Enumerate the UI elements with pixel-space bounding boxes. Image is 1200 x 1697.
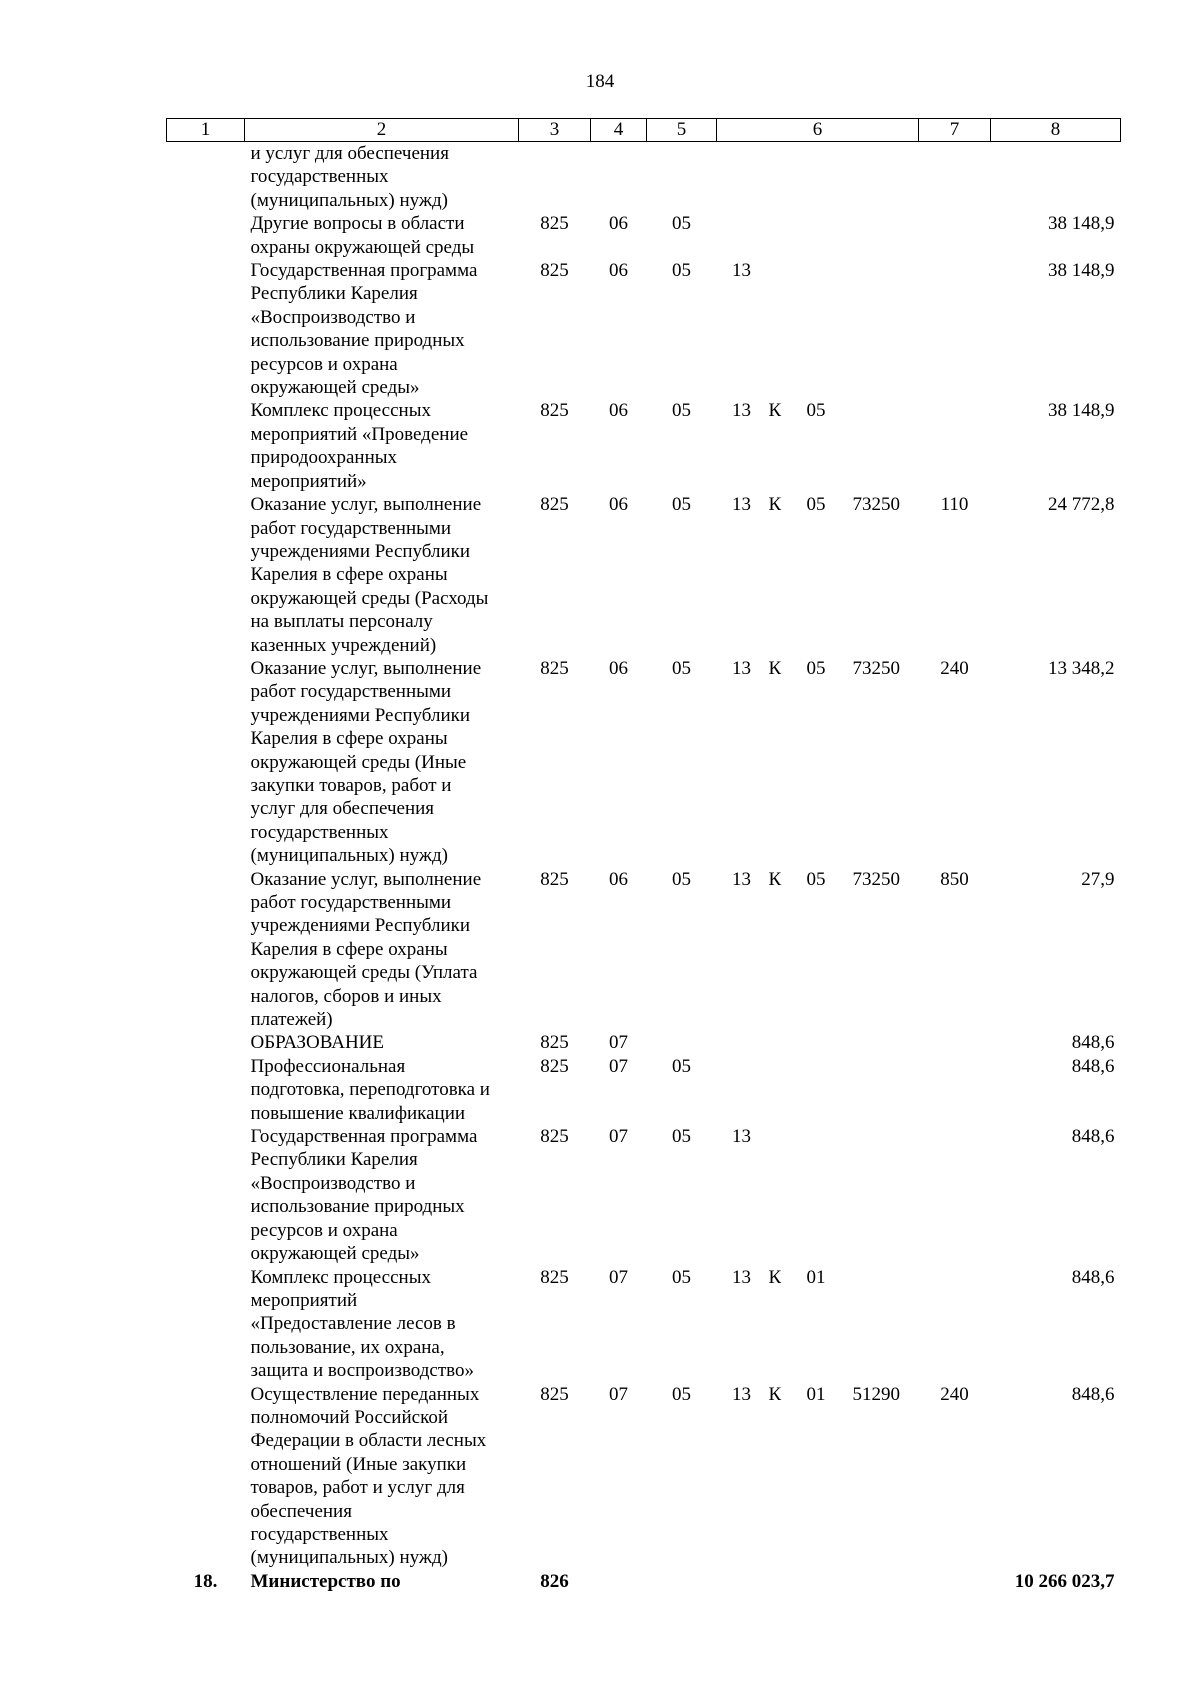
subsection-code (647, 142, 717, 213)
table-row (167, 142, 1121, 213)
section-code (591, 1570, 647, 1593)
program-code (717, 1055, 767, 1125)
row-name-line: налогов, сборов и иных (250, 985, 442, 1007)
expense-type-code: 850 (940, 868, 969, 890)
structural-element-code (805, 142, 845, 213)
table-row (167, 1125, 1121, 1265)
structural-element-code (805, 1570, 845, 1593)
page-number: 184 (585, 71, 615, 92)
section-code: 06 (609, 400, 628, 422)
row-name-line: (муниципальных) нужд) (250, 189, 448, 211)
program-type-code (767, 1125, 805, 1265)
row-name-line: платежей) (250, 1009, 333, 1031)
expense-direction-code (845, 1055, 919, 1125)
ministry-code: 825 (540, 400, 569, 422)
structural-element-code (805, 1031, 845, 1054)
section-code: 07 (609, 1126, 628, 1148)
ministry-code: 825 (540, 1055, 569, 1077)
row-name-line: учреждениями Республики (250, 915, 471, 937)
row-name-line: окружающей среды» (250, 1243, 420, 1265)
expense-type-code (919, 1031, 991, 1054)
row-name-line: мероприятий» (250, 470, 367, 492)
program-type-code (767, 1055, 805, 1125)
section-code: 07 (609, 1055, 628, 1077)
expense-type-code (919, 1266, 991, 1383)
program-code: 13 (732, 494, 751, 516)
row-number: 18. (193, 1570, 218, 1592)
row-name-line: государственных (250, 1523, 389, 1545)
amount: 848,6 (1071, 1126, 1115, 1148)
row-name-line: повышение квалификации (250, 1102, 466, 1124)
expense-type-code (919, 259, 991, 399)
program-code: 13 (732, 400, 751, 422)
column-header-6: 6 (717, 119, 919, 142)
amount: 848,6 (1071, 1383, 1115, 1405)
ministry-code: 825 (540, 1126, 569, 1148)
expense-type-code (919, 142, 991, 213)
amount: 10 266 023,7 (1014, 1570, 1115, 1592)
amount: 38 148,9 (1048, 260, 1115, 282)
ministry-code: 825 (540, 1383, 569, 1405)
program-type-code (767, 1570, 805, 1593)
ministry-code: 825 (540, 657, 569, 679)
row-name-line: учреждениями Республики (250, 540, 471, 562)
table-row (167, 493, 1121, 657)
ministry-code: 826 (540, 1570, 569, 1592)
section-code: 06 (609, 868, 628, 890)
ministry-code: 825 (540, 260, 569, 282)
program-code (717, 1570, 767, 1593)
row-name-line: ресурсов и охрана (250, 353, 398, 375)
column-header-7: 7 (919, 119, 991, 142)
row-name-line: ОБРАЗОВАНИЕ (250, 1032, 385, 1054)
section-code: 07 (609, 1032, 628, 1054)
structural-element-code (805, 212, 845, 259)
row-name-line: Карелия в сфере охраны (250, 564, 448, 586)
row-number (167, 142, 245, 213)
row-name (245, 142, 519, 213)
expense-direction-code (845, 1266, 919, 1383)
expense-type-code: 110 (940, 494, 969, 516)
section-code: 07 (609, 1266, 628, 1288)
expense-direction-code: 51290 (852, 1383, 900, 1405)
row-name-line: Карелия в сфере охраны (250, 938, 448, 960)
subsection-code: 05 (672, 1126, 691, 1148)
expense-direction-code: 73250 (852, 868, 900, 890)
row-number (167, 212, 245, 259)
table-row (167, 1031, 1121, 1054)
program-type-code: К (768, 400, 782, 422)
table-row (167, 1266, 1121, 1383)
program-code: 13 (732, 260, 751, 282)
row-name-line: Государственная программа (250, 1126, 478, 1148)
subsection-code: 05 (672, 1383, 691, 1405)
row-name-line: Оказание услуг, выполнение (250, 657, 482, 679)
row-name-line: «Воспроизводство и (250, 1172, 416, 1194)
row-name-line: полномочий Российской (250, 1406, 449, 1428)
row-name-line: Государственная программа (250, 260, 478, 282)
row-name-line: мероприятий (250, 1289, 358, 1311)
subsection-code: 05 (672, 260, 691, 282)
row-name-line: государственных (250, 821, 389, 843)
row-name-line: использование природных (250, 1196, 465, 1218)
subsection-code: 05 (672, 1266, 691, 1288)
program-type-code (767, 142, 805, 213)
row-name-line: Оказание услуг, выполнение (250, 868, 482, 890)
amount: 27,9 (1081, 868, 1115, 890)
structural-element-code: 01 (806, 1266, 826, 1288)
program-type-code: К (768, 1383, 782, 1405)
amount: 848,6 (1071, 1055, 1115, 1077)
row-name (245, 212, 519, 259)
expense-type-code (919, 1570, 991, 1593)
row-name (245, 1266, 519, 1383)
expense-type-code (919, 1055, 991, 1125)
row-name-line: Республики Карелия (250, 283, 418, 305)
row-name-line: «Воспроизводство и (250, 306, 416, 328)
row-name-line: Другие вопросы в области (250, 213, 465, 235)
row-name (245, 868, 519, 1032)
table-row (167, 399, 1121, 493)
expense-direction-code (845, 1031, 919, 1054)
program-code: 13 (732, 868, 751, 890)
ministry-code (519, 142, 591, 213)
column-header-4: 4 (591, 119, 647, 142)
row-name (245, 1570, 519, 1593)
program-code (717, 1031, 767, 1054)
row-name-line: охраны окружающей среды (250, 236, 475, 258)
row-name-line: обеспечения (250, 1500, 352, 1522)
subsection-code (647, 1031, 717, 1054)
row-name (245, 1383, 519, 1570)
row-name-line: Республики Карелия (250, 1149, 418, 1171)
program-code (717, 212, 767, 259)
row-name-line: учреждениями Республики (250, 704, 471, 726)
row-number (167, 1383, 245, 1570)
row-name-line: государственных (250, 166, 389, 188)
program-code: 13 (732, 1266, 751, 1288)
row-name (245, 399, 519, 493)
subsection-code (647, 1570, 717, 1593)
budget-table (166, 118, 1121, 1593)
table-row (167, 657, 1121, 868)
table-body (167, 142, 1121, 1594)
structural-element-code: 05 (806, 494, 826, 516)
program-type-code (767, 212, 805, 259)
column-header-5: 5 (647, 119, 717, 142)
column-header-3: 3 (519, 119, 591, 142)
table-row (167, 1570, 1121, 1593)
ministry-code: 825 (540, 1266, 569, 1288)
row-name-line: и услуг для обеспечения (250, 143, 449, 164)
amount: 38 148,9 (1048, 213, 1115, 235)
expense-direction-code (845, 1570, 919, 1593)
structural-element-code: 05 (806, 868, 826, 890)
row-name-line: отношений (Иные закупки (250, 1453, 467, 1475)
expense-type-code: 240 (940, 657, 969, 679)
expense-type-code (919, 212, 991, 259)
section-code: 07 (609, 1383, 628, 1405)
row-name-line: подготовка, переподготовка и (250, 1079, 490, 1101)
expense-direction-code (845, 259, 919, 399)
row-name-line: закупки товаров, работ и (250, 774, 452, 796)
row-number (167, 868, 245, 1032)
program-code (717, 142, 767, 213)
amount (991, 142, 1121, 213)
subsection-code: 05 (672, 400, 691, 422)
amount: 24 772,8 (1048, 494, 1115, 516)
structural-element-code: 05 (806, 657, 826, 679)
row-number (167, 1031, 245, 1054)
row-name-line: окружающей среды (Иные (250, 751, 467, 773)
row-name (245, 657, 519, 868)
column-header-2: 2 (245, 119, 519, 142)
row-name-line: услуг для обеспечения (250, 798, 435, 820)
row-number (167, 1055, 245, 1125)
ministry-code: 825 (540, 1032, 569, 1054)
subsection-code: 05 (672, 868, 691, 890)
row-name-line: окружающей среды» (250, 377, 420, 399)
table-row (167, 212, 1121, 259)
section-code (591, 142, 647, 213)
row-name (245, 493, 519, 657)
ministry-code: 825 (540, 868, 569, 890)
structural-element-code (805, 1125, 845, 1265)
expense-direction-code (845, 142, 919, 213)
row-name-line: работ государственными (250, 681, 452, 703)
subsection-code: 05 (672, 1055, 691, 1077)
expense-direction-code (845, 212, 919, 259)
row-name-line: окружающей среды (Уплата (250, 962, 478, 984)
column-header-8: 8 (991, 119, 1121, 142)
program-type-code: К (768, 494, 782, 516)
subsection-code: 05 (672, 213, 691, 235)
row-name-line: пользование, их охрана, (250, 1336, 445, 1358)
row-name-line: окружающей среды (Расходы (250, 587, 489, 609)
column-number-row (167, 119, 1121, 142)
row-name (245, 1031, 519, 1054)
expense-direction-code (845, 399, 919, 493)
row-name-line: работ государственными (250, 517, 452, 539)
row-name-line: (муниципальных) нужд) (250, 845, 448, 867)
subsection-code: 05 (672, 494, 691, 516)
expense-direction-code: 73250 (852, 494, 900, 516)
row-name-line: использование природных (250, 330, 465, 352)
row-name (245, 259, 519, 399)
section-code: 06 (609, 260, 628, 282)
subsection-code: 05 (672, 657, 691, 679)
program-code: 13 (732, 1126, 751, 1148)
amount: 848,6 (1071, 1266, 1115, 1288)
program-code: 13 (732, 657, 751, 679)
row-name-line: товаров, работ и услуг для (250, 1477, 465, 1499)
row-name-line: защита и воспроизводство» (250, 1360, 475, 1382)
amount: 13 348,2 (1048, 657, 1115, 679)
section-code: 06 (609, 213, 628, 235)
row-name-line: казенных учреждений) (250, 634, 437, 656)
section-code: 06 (609, 657, 628, 679)
row-name (245, 1055, 519, 1125)
row-name-line: «Предоставление лесов в (250, 1313, 456, 1335)
structural-element-code (805, 1055, 845, 1125)
row-name-line: Комплекс процессных (250, 1266, 431, 1288)
row-name-line: природоохранных (250, 447, 398, 469)
row-name-line: на выплаты персоналу (250, 611, 433, 633)
row-name (245, 1125, 519, 1265)
section-code: 06 (609, 494, 628, 516)
row-name-line: Оказание услуг, выполнение (250, 494, 482, 516)
row-number (167, 493, 245, 657)
row-name-line: Профессиональная (250, 1055, 406, 1077)
ministry-code: 825 (540, 494, 569, 516)
row-name-line: ресурсов и охрана (250, 1219, 398, 1241)
row-number (167, 1125, 245, 1265)
program-type-code: К (768, 657, 782, 679)
row-number (167, 657, 245, 868)
row-number (167, 1266, 245, 1383)
expense-type-code (919, 1125, 991, 1265)
expense-direction-code: 73250 (852, 657, 900, 679)
row-name-line: Осуществление переданных (250, 1383, 480, 1405)
expense-direction-code (845, 1125, 919, 1265)
expense-type-code: 240 (940, 1383, 969, 1405)
table-row (167, 1055, 1121, 1125)
structural-element-code: 05 (806, 400, 826, 422)
column-header-1: 1 (167, 119, 245, 142)
row-name-line: Федерации в области лесных (250, 1430, 487, 1452)
program-type-code: К (768, 1266, 782, 1288)
row-number (167, 259, 245, 399)
table-row (167, 868, 1121, 1032)
ministry-code: 825 (540, 213, 569, 235)
row-name-line: Министерство по (250, 1570, 401, 1592)
expense-type-code (919, 399, 991, 493)
amount: 38 148,9 (1048, 400, 1115, 422)
row-name-line: Карелия в сфере охраны (250, 728, 448, 750)
row-name-line: Комплекс процессных (250, 400, 431, 422)
table-row (167, 259, 1121, 399)
row-name-line: мероприятий «Проведение (250, 423, 469, 445)
row-name-line: работ государственными (250, 892, 452, 913)
structural-element-code (805, 259, 845, 399)
program-code: 13 (732, 1383, 751, 1405)
table-row (167, 1383, 1121, 1570)
program-type-code (767, 259, 805, 399)
program-type-code (767, 1031, 805, 1054)
amount: 848,6 (1071, 1032, 1115, 1054)
structural-element-code: 01 (806, 1383, 826, 1405)
program-type-code: К (768, 868, 782, 890)
row-name-line: (муниципальных) нужд) (250, 1547, 448, 1569)
row-number (167, 399, 245, 493)
